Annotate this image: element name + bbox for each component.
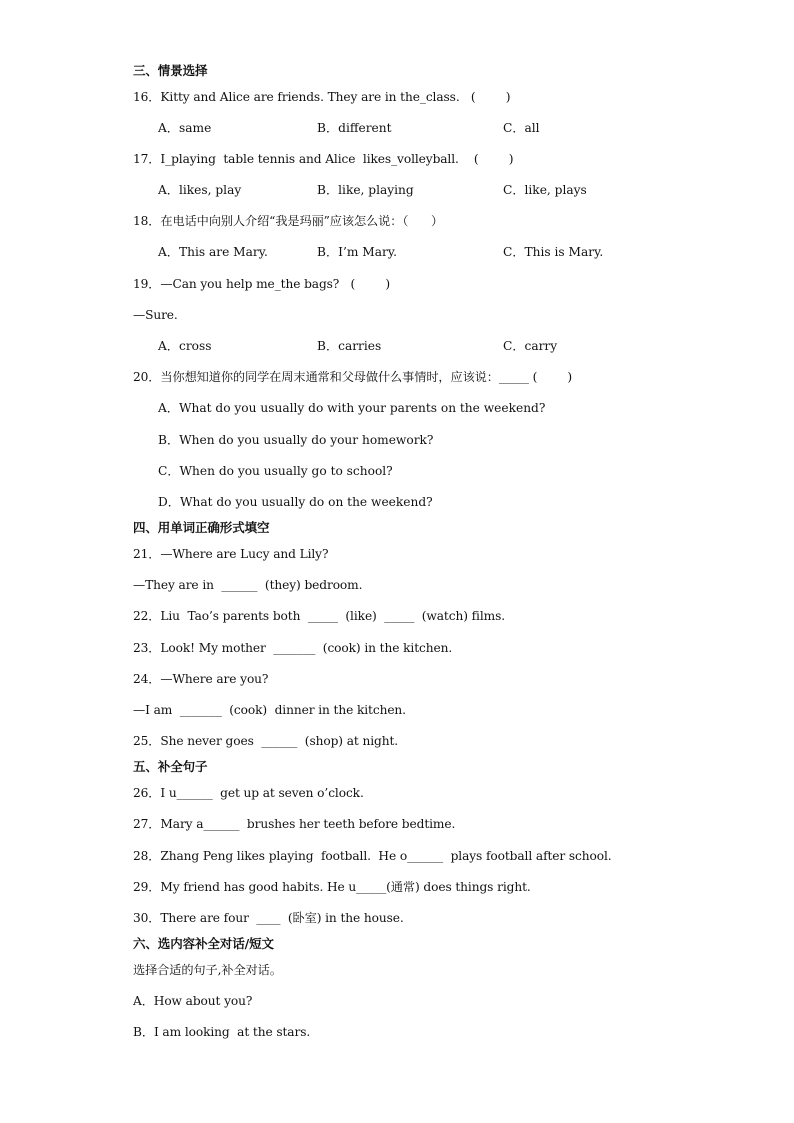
question-23: 23．Look! My mother _______ (cook) in the kitchen.: [133, 641, 453, 655]
dialog-instructions: 选择合适的句子,补全对话。: [133, 963, 282, 977]
question-18-option-c: C．This is Mary.: [503, 245, 604, 259]
question-20-option-a: A．What do you usually do with your parents on the weekend?: [158, 401, 546, 415]
question-24-prompt: 24．—Where are you?: [133, 672, 269, 686]
question-20-stem: 20．当你想知道你的同学在周末通常和父母做什么事情时，应该说：_____ ( ): [133, 370, 573, 384]
question-20-option-d: D．What do you usually do on the weekend?: [158, 495, 433, 509]
question-24-answer: —I am _______ (cook) dinner in the kitchen.: [133, 703, 406, 717]
dialog-option-b: B．I am looking at the stars.: [133, 1025, 311, 1039]
question-25: 25．She never goes ______ (shop) at night.: [133, 734, 399, 748]
question-16-option-a: A．same: [158, 121, 212, 135]
question-16-stem: 16．Kitty and Alice are friends. They are in the_class. ( ): [133, 90, 511, 104]
question-19-option-c: C．carry: [503, 339, 558, 353]
question-19-option-b: B．carries: [317, 339, 382, 353]
question-27: 27．Mary a______ brushes her teeth before bedtime.: [133, 817, 456, 831]
section-heading-3: 三、情景选择: [133, 63, 208, 78]
question-21-answer: —They are in ______ (they) bedroom.: [133, 578, 363, 592]
question-18-stem: 18．在电话中向别人介绍“我是玛丽”应该怎么说：（ ）: [133, 214, 444, 228]
question-17-option-b: B．like, playing: [317, 183, 414, 197]
section-heading-4: 四、用单词正确形式填空: [133, 520, 270, 535]
question-29: 29．My friend has good habits. He u_____(通常) does things right.: [133, 880, 531, 894]
question-28: 28．Zhang Peng likes playing football. He o______ plays football after school.: [133, 849, 612, 863]
question-21-prompt: 21．—Where are Lucy and Lily?: [133, 547, 329, 561]
question-18-option-a: A．This are Mary.: [158, 245, 268, 259]
question-19-option-a: A．cross: [158, 339, 212, 353]
question-17-option-c: C．like, plays: [503, 183, 587, 197]
question-16-option-c: C．all: [503, 121, 540, 135]
question-22: 22．Liu Tao’s parents both _____ (like) _____ (watch) films.: [133, 609, 506, 623]
question-18-option-b: B．I’m Mary.: [317, 245, 397, 259]
question-26: 26．I u______ get up at seven o’clock.: [133, 786, 364, 800]
question-20-option-b: B．When do you usually do your homework?: [158, 433, 434, 447]
question-16-option-b: B．different: [317, 121, 392, 135]
question-30: 30．There are four ____ (卧室) in the house.: [133, 911, 404, 925]
section-heading-5: 五、补全句子: [133, 759, 208, 774]
question-17-stem: 17．I_playing table tennis and Alice likes_volleyball. ( ): [133, 152, 514, 166]
question-17-option-a: A．likes, play: [158, 183, 242, 197]
question-19-stem: 19．—Can you help me_the bags? ( ): [133, 277, 391, 291]
dialog-option-a: A．How about you?: [133, 994, 253, 1008]
question-19-reply: —Sure.: [133, 308, 178, 322]
section-heading-6: 六、选内容补全对话/短文: [133, 936, 274, 951]
question-20-option-c: C．When do you usually go to school?: [158, 464, 393, 478]
